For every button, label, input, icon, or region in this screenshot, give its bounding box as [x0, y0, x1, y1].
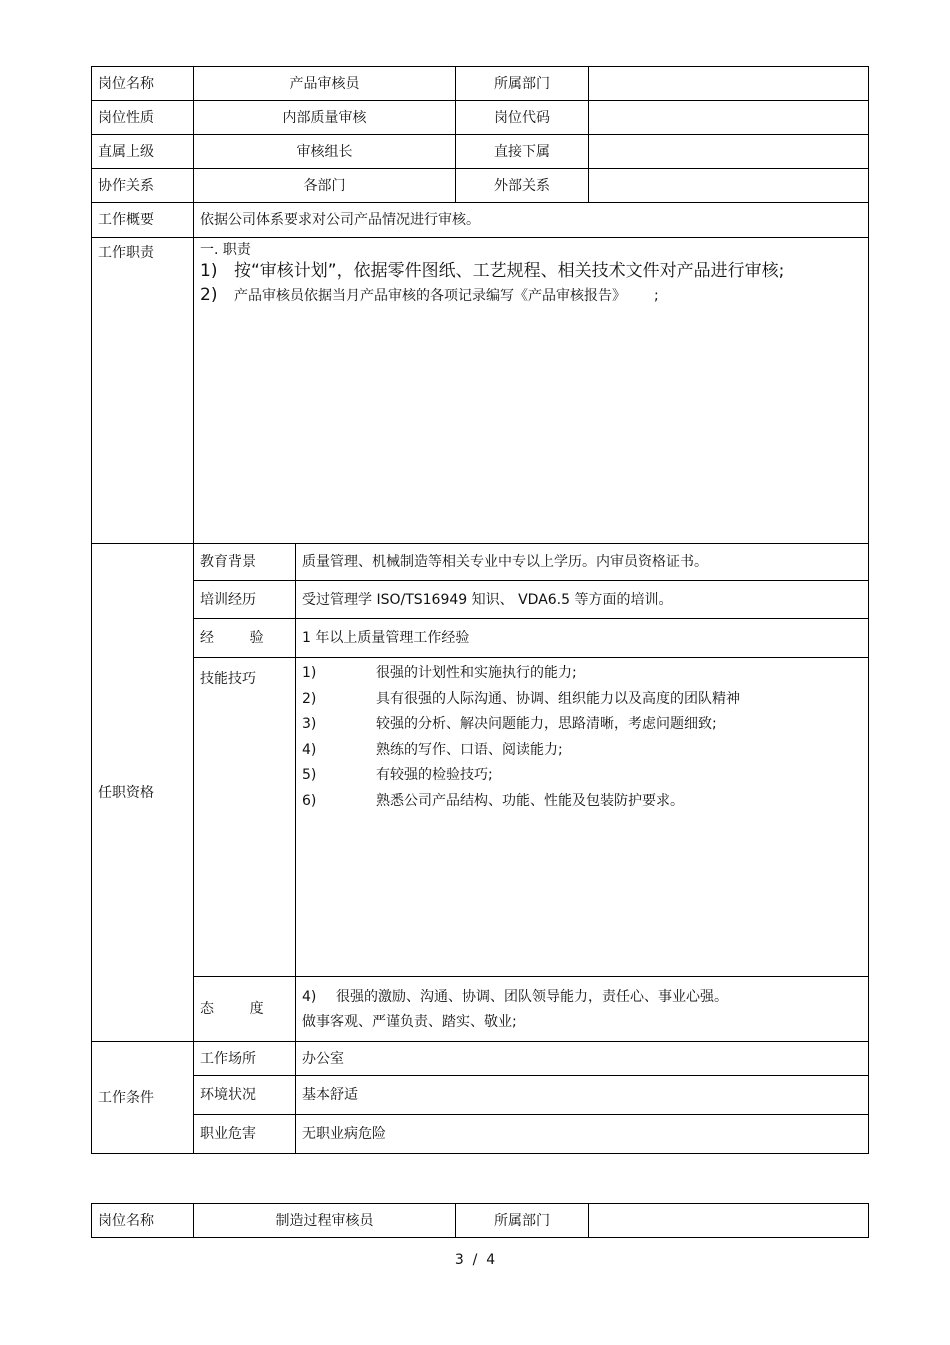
- label-skills: 技能技巧: [194, 658, 296, 977]
- value-workplace: 办公室: [296, 1042, 869, 1076]
- label-attitude: 态 度: [194, 977, 296, 1042]
- attitude-line-1: [302, 983, 862, 1011]
- attitude-content: [296, 977, 869, 1042]
- row-attitude: [92, 977, 869, 1042]
- value-subordinate: [589, 135, 869, 169]
- duties-content: [194, 238, 869, 544]
- value-education: 质量管理、机械制造等相关专业中专以上学历。内审员资格证书。: [296, 544, 869, 581]
- label-workplace: 工作场所: [194, 1042, 296, 1076]
- value-superior: 审核组长: [194, 135, 456, 169]
- value-training: 受过管理学 ISO/TS16949 知识、 VDA6.5 等方面的培训。: [296, 581, 869, 619]
- label-qualifications: 任职资格: [92, 544, 194, 1042]
- skill-item-text: 很强的计划性和实施执行的能力;: [376, 665, 577, 681]
- value-cooperation: 各部门: [194, 169, 456, 203]
- row-duties: [92, 238, 869, 544]
- value-external: [589, 169, 869, 203]
- label-department: 所属部门: [456, 67, 589, 101]
- duty-item-1-text: 按“审核计划”，依据零件图纸、工艺规程、相关技术文件对产品进行审核;: [234, 261, 785, 281]
- skill-item-text: 较强的分析、解决问题能力，思路清晰，考虑问题细致;: [376, 716, 717, 732]
- label-department-2: 所属部门: [456, 1204, 589, 1238]
- skill-item: [302, 789, 862, 815]
- duty-item-2: [200, 283, 862, 307]
- skill-item: [302, 763, 862, 789]
- skills-content: [296, 658, 869, 977]
- value-department-2: [589, 1204, 869, 1238]
- skill-item: [302, 712, 862, 738]
- value-experience: 1 年以上质量管理工作经验: [296, 619, 869, 658]
- attitude-num: 4): [302, 989, 317, 1005]
- row-workplace: [92, 1042, 869, 1076]
- value-job-title: 产品审核员: [194, 67, 456, 101]
- value-job-nature: 内部质量审核: [194, 101, 456, 135]
- value-hazard: 无职业病危险: [296, 1115, 869, 1154]
- duty-item-2-tail: ;: [654, 288, 659, 304]
- job-description-table: [91, 66, 869, 1154]
- skill-item-text: 具有很强的人际沟通、协调、组织能力以及高度的团队精神: [376, 690, 740, 707]
- label-environment: 环境状况: [194, 1076, 296, 1115]
- value-environment: 基本舒适: [296, 1076, 869, 1115]
- row-education: [92, 544, 869, 581]
- value-department: [589, 67, 869, 101]
- skill-item-text: 熟练的写作、口语、阅读能力;: [376, 741, 563, 758]
- duty-item-2-text: 产品审核员依据当月产品审核的各项记录编写《产品审核报告》: [234, 288, 626, 304]
- skill-item: [302, 661, 862, 687]
- label-superior: 直属上级: [92, 135, 194, 169]
- skill-item: [302, 687, 862, 713]
- skill-item-num: 5): [302, 767, 317, 783]
- label-conditions: 工作条件: [92, 1042, 194, 1154]
- skill-item: [302, 738, 862, 764]
- label-job-title-2: 岗位名称: [92, 1204, 194, 1238]
- duties-heading: 一. 职责: [200, 242, 251, 258]
- row-skills: [92, 658, 869, 977]
- label-job-title: 岗位名称: [92, 67, 194, 101]
- value-summary: 依据公司体系要求对公司产品情况进行审核。: [194, 203, 869, 238]
- label-summary: 工作概要: [92, 203, 194, 238]
- duty-item-1-num: 1): [200, 261, 218, 281]
- row-job-title-2: [92, 1204, 869, 1238]
- skill-item-num: 6): [302, 792, 317, 809]
- label-subordinate: 直接下属: [456, 135, 589, 169]
- skill-item-num: 1): [302, 665, 317, 681]
- label-hazard: 职业危害: [194, 1115, 296, 1154]
- value-job-title-2: 制造过程审核员: [194, 1204, 456, 1238]
- row-superior: [92, 135, 869, 169]
- row-cooperation: [92, 169, 869, 203]
- label-job-code: 岗位代码: [456, 101, 589, 135]
- skill-item-num: 2): [302, 690, 317, 707]
- skill-item-text: 有较强的检验技巧;: [376, 767, 493, 783]
- label-duties: 工作职责: [92, 238, 194, 544]
- row-summary: [92, 203, 869, 238]
- skill-item-text: 熟悉公司产品结构、功能、性能及包装防护要求。: [376, 792, 684, 809]
- row-job-nature: [92, 101, 869, 135]
- attitude-line-1-text: 很强的激励、沟通、协调、团队领导能力，责任心、事业心强。: [336, 989, 728, 1005]
- next-job-table: [91, 1203, 869, 1238]
- label-training: 培训经历: [194, 581, 296, 619]
- skill-item-num: 4): [302, 741, 317, 758]
- row-job-title: [92, 67, 869, 101]
- row-hazard: [92, 1115, 869, 1154]
- duty-item-2-num: 2): [200, 285, 218, 305]
- label-external: 外部关系: [456, 169, 589, 203]
- row-experience: [92, 619, 869, 658]
- label-experience: 经 验: [194, 619, 296, 658]
- attitude-line-2: 做事客观、严谨负责、踏实、敬业;: [302, 1014, 517, 1030]
- label-education: 教育背景: [194, 544, 296, 581]
- duty-item-1: [200, 259, 862, 283]
- row-training: [92, 581, 869, 619]
- row-environment: [92, 1076, 869, 1115]
- page-number: 3 / 4: [454, 1252, 496, 1268]
- value-job-code: [589, 101, 869, 135]
- skill-item-num: 3): [302, 716, 317, 732]
- label-job-nature: 岗位性质: [92, 101, 194, 135]
- label-cooperation: 协作关系: [92, 169, 194, 203]
